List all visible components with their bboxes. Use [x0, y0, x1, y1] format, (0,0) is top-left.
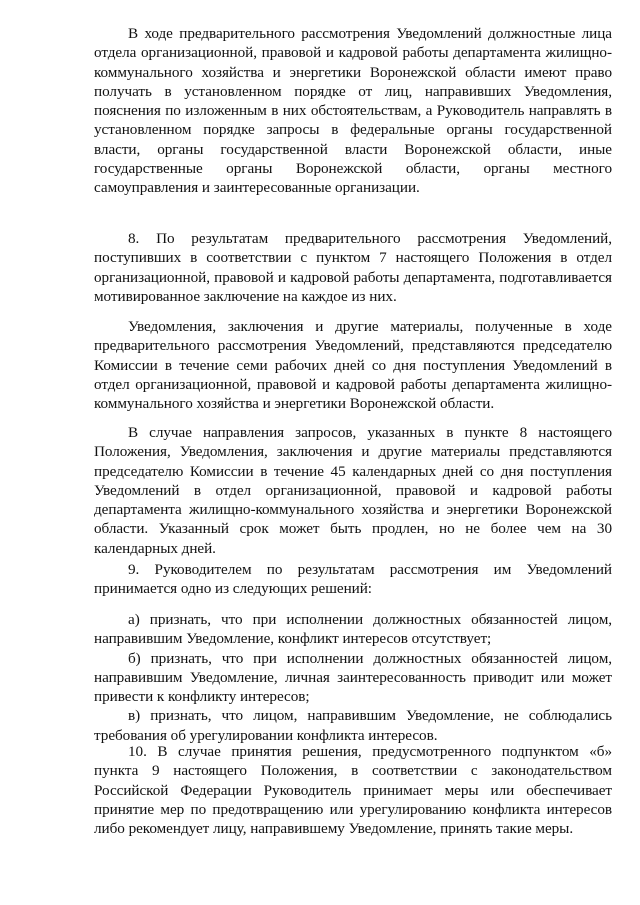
- paragraph-item-9: 9. Руководителем по результатам рассмотрения им Уведомлений принимается одно из следующих решений:: [94, 561, 612, 598]
- paragraph-notifications-submission: Уведомления, заключения и другие материалы, полученные в ходе предварительного рассмотрения Уведомлений, представляются председателю Комиссии в течение семи рабочих дней со дня поступления Уведомлений в отдел организационной, правовой и кадровой работы департамента жилищно-коммунального хозяйства и энергетики Воронежской области.: [94, 318, 612, 413]
- list-item-c: в) признать, что лицом, направившим Уведомление, не соблюдались требования об урегулировании конфликта интересов.: [94, 707, 612, 744]
- paragraph-requests-deadline: В случае направления запросов, указанных в пункте 8 настоящего Положения, Уведомления, заключения и другие материалы представляются председателю Комиссии в течение 45 календарных дней со дня поступления Уведомлений в отдел организационной, правовой и кадровой работы департамента жилищно-коммунального хозяйства и энергетики Воронежской области. Указанный срок может быть продлен, но не более чем на 30 календарных дней.: [94, 424, 612, 557]
- list-item-b: б) признать, что при исполнении должностных обязанностей лицом, направившим Уведомление, личная заинтересованность приводит или может привести к конфликту интересов;: [94, 649, 612, 706]
- paragraph-preliminary-review: В ходе предварительного рассмотрения Уведомлений должностные лица отдела организационной, правовой и кадровой работы департамента жилищно-коммунального хозяйства и энергетики Воронежской области имеют право получать в установленном порядке от лиц, направивших Уведомления, пояснения по изложенным в них обстоятельствам, а Руководитель направлять в установленном порядке запросы в федеральные органы государственной власти, органы государственной власти Воронежской области, иные государственные органы Воронежской области, органы местного самоуправления и заинтересованные организации.: [94, 25, 612, 197]
- list-item-a: а) признать, что при исполнении должностных обязанностей лицом, направившим Уведомление, конфликт интересов отсутствует;: [94, 611, 612, 648]
- decision-list: [94, 610, 612, 745]
- paragraph-item-10: 10. В случае принятия решения, предусмотренного подпунктом «б» пункта 9 настоящего Положения, в соответствии с законодательством Российской Федерации Руководитель принимает меры или обеспечивает принятие мер по предотвращению или урегулированию конфликта интересов либо рекомендует лицу, направившему Уведомление, принять такие меры.: [94, 743, 612, 838]
- paragraph-item-8: 8. По результатам предварительного рассмотрения Уведомлений, поступивших в соответствии с пунктом 7 настоящего Положения в отдел организационной, правовой и кадровой работы департамента, подготавливается мотивированное заключение на каждое из них.: [94, 230, 612, 305]
